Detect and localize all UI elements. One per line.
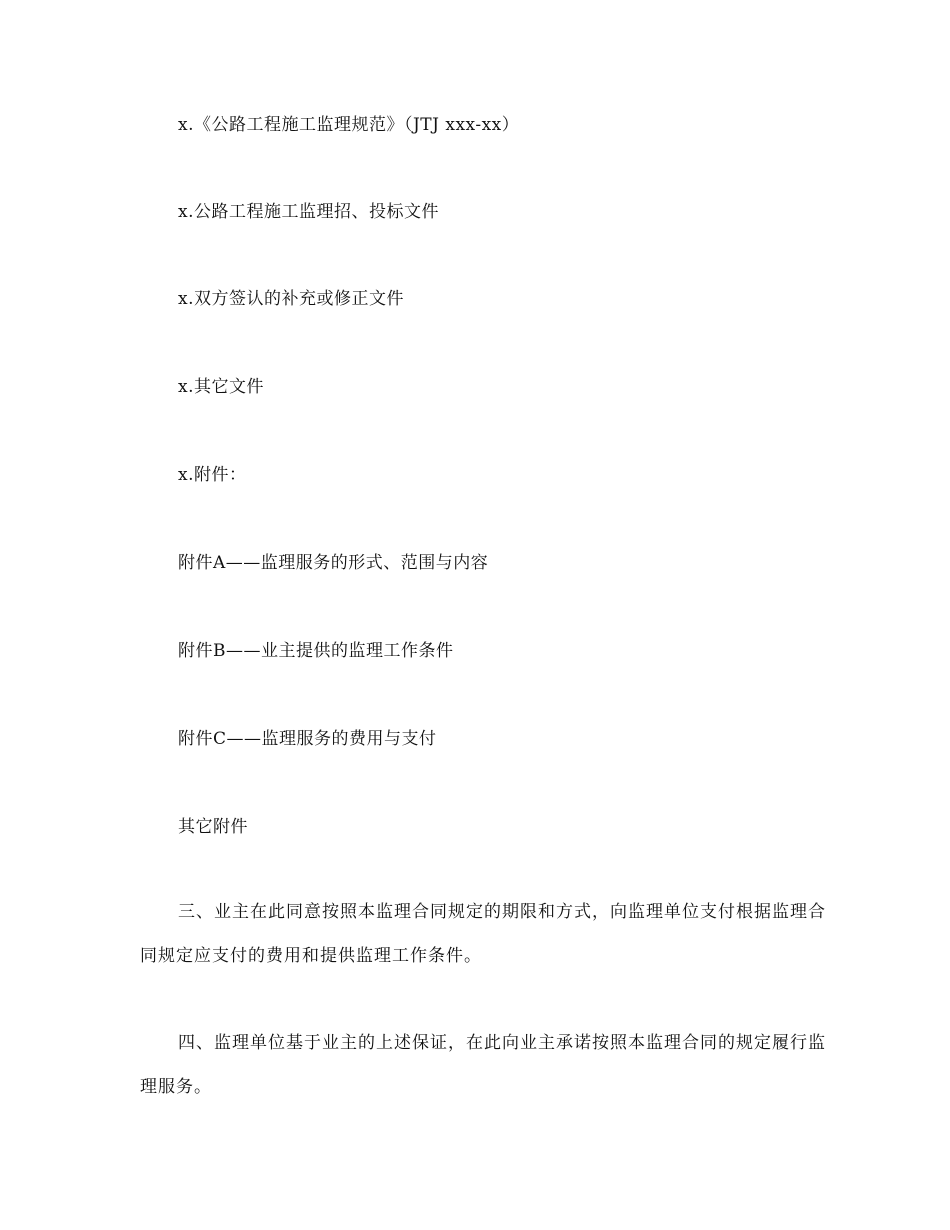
attachment-item: 附件A——监理服务的形式、范围与内容	[178, 553, 489, 573]
list-item: x.其它文件	[178, 377, 264, 397]
list-item: x.附件：	[178, 465, 247, 485]
clause-paragraph: 四、监理单位基于业主的上述保证，在此向业主承诺按照本监理合同的规定履行监理服务。	[140, 1033, 826, 1097]
list-item: x.公路工程施工监理招、投标文件	[178, 202, 439, 222]
attachment-item: 附件C——监理服务的费用与支付	[178, 729, 437, 749]
list-item: x.双方签认的补充或修正文件	[178, 289, 404, 309]
attachment-item: 其它附件	[178, 817, 248, 837]
clause-paragraph: 三、业主在此同意按照本监理合同规定的期限和方式，向监理单位支付根据监理合同规定应支付的费用和提供监理工作条件。	[140, 902, 826, 966]
attachment-item: 附件B——业主提供的监理工作条件	[178, 641, 454, 661]
list-item: x.《公路工程施工监理规范》（JTJ xxx-xx）	[178, 115, 520, 135]
